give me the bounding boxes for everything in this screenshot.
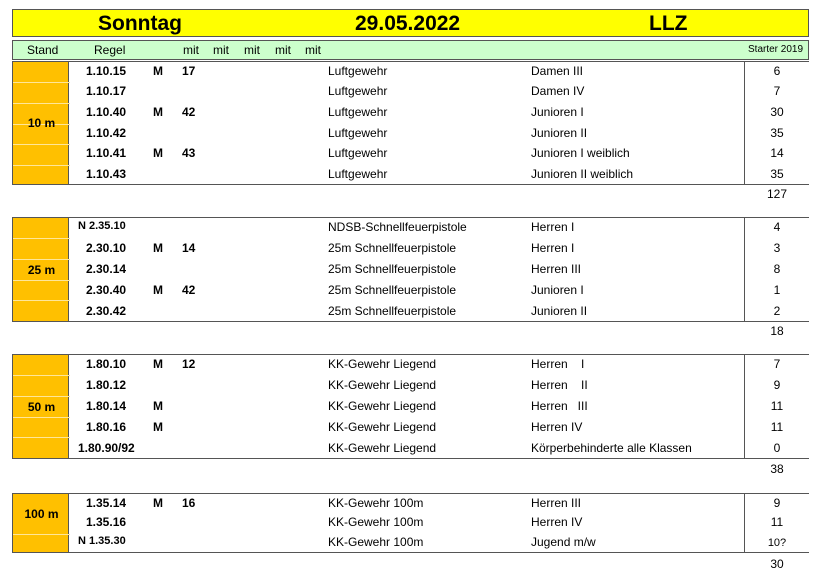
section-50m <box>12 354 809 478</box>
discipline: 25m Schnellfeuerpistole <box>328 304 457 318</box>
klasse: Herren III <box>531 262 582 276</box>
starter-count: 11 <box>770 399 784 413</box>
regel: 1.10.41 <box>86 146 127 160</box>
table-row <box>69 164 809 185</box>
m-flag: M <box>153 146 163 160</box>
discipline: Luftgewehr <box>328 84 388 98</box>
discipline: KK-Gewehr 100m <box>328 535 424 549</box>
column-header <box>12 40 809 60</box>
m-flag: M <box>153 283 163 297</box>
m-flag: M <box>153 105 163 119</box>
klasse: Junioren I <box>531 105 584 119</box>
discipline: KK-Gewehr Liegend <box>328 441 437 455</box>
stand-label: 10 m <box>27 116 56 130</box>
regel: 2.30.40 <box>86 283 127 297</box>
table-row <box>69 396 809 417</box>
starter-count: 4 <box>773 220 781 234</box>
starter-count: 3 <box>773 241 781 255</box>
starter-count: 6 <box>773 64 781 78</box>
stand-cell <box>12 493 69 553</box>
starter-count: 14 <box>770 146 784 160</box>
table-row <box>69 512 809 533</box>
discipline: NDSB-Schnellfeuerpistole <box>328 220 467 234</box>
header-mit-5: mit <box>305 43 321 57</box>
klasse: Jugend m/w <box>531 535 596 549</box>
starter-count: 9 <box>773 496 781 510</box>
regel: 2.30.42 <box>86 304 127 318</box>
klasse: Herren I <box>531 357 585 371</box>
discipline: KK-Gewehr 100m <box>328 496 424 510</box>
regel: 2.30.14 <box>86 262 127 276</box>
discipline: Luftgewehr <box>328 64 388 78</box>
title-date: 29.05.2022 <box>355 12 461 35</box>
regel: 1.35.16 <box>86 515 127 529</box>
header-mit-2: mit <box>213 43 229 57</box>
regel: 1.10.15 <box>86 64 127 78</box>
mit-value: 17 <box>182 64 196 78</box>
discipline: Luftgewehr <box>328 146 388 160</box>
table-row <box>69 61 809 82</box>
section-total: 30 <box>770 557 784 571</box>
table-row <box>69 438 809 459</box>
regel: 1.10.40 <box>86 105 127 119</box>
klasse: Herren III <box>531 496 582 510</box>
discipline: KK-Gewehr Liegend <box>328 420 437 434</box>
regel: 1.80.12 <box>86 378 127 392</box>
title-bar <box>12 9 809 37</box>
starter-count: 35 <box>770 126 784 140</box>
starter-count: 2 <box>773 304 781 318</box>
table-row <box>69 493 809 514</box>
table-row <box>69 354 809 375</box>
table-row <box>69 375 809 396</box>
klasse: Körperbehinderte alle Klassen <box>531 441 692 455</box>
klasse: Herren IV <box>531 420 583 434</box>
klasse: Herren IV <box>531 515 583 529</box>
regel: N 1.35.30 <box>78 535 126 547</box>
regel: 1.10.43 <box>86 167 127 181</box>
klasse: Junioren I <box>531 283 584 297</box>
header-stand: Stand <box>27 43 59 57</box>
discipline: 25m Schnellfeuerpistole <box>328 241 457 255</box>
table-row <box>69 102 809 123</box>
m-flag: M <box>153 241 163 255</box>
section-total: 127 <box>766 187 788 201</box>
m-flag: M <box>153 420 163 434</box>
discipline: KK-Gewehr Liegend <box>328 378 437 392</box>
stand-cell <box>12 217 69 322</box>
section-25m <box>12 217 809 339</box>
table-row <box>69 417 809 438</box>
starter-count: 9 <box>773 378 781 392</box>
mit-value: 42 <box>182 105 196 119</box>
table-row <box>69 301 809 322</box>
mit-value: 14 <box>182 241 196 255</box>
klasse: Herren III <box>531 399 588 413</box>
regel: 1.10.42 <box>86 126 127 140</box>
klasse: Herren II <box>531 378 588 392</box>
discipline: KK-Gewehr Liegend <box>328 357 437 371</box>
mit-value: 12 <box>182 357 196 371</box>
table-row <box>69 217 809 238</box>
mit-value: 16 <box>182 496 196 510</box>
klasse: Junioren II <box>531 126 588 140</box>
starter-count: 7 <box>773 357 781 371</box>
table-row <box>69 238 809 259</box>
section-total: 38 <box>770 462 784 476</box>
klasse: Junioren II weiblich <box>531 167 634 181</box>
discipline: KK-Gewehr Liegend <box>328 399 437 413</box>
klasse: Damen IV <box>531 84 585 98</box>
m-flag: M <box>153 399 163 413</box>
regel: 1.80.14 <box>86 399 127 413</box>
klasse: Junioren I weiblich <box>531 146 630 160</box>
m-flag: M <box>153 64 163 78</box>
starter-count: 30 <box>770 105 784 119</box>
title-day: Sonntag <box>98 12 182 35</box>
starter-count: 0 <box>773 441 781 455</box>
klasse: Damen III <box>531 64 584 78</box>
discipline: Luftgewehr <box>328 167 388 181</box>
header-mit-1: mit <box>183 43 199 57</box>
starter-count: 10? <box>767 537 787 549</box>
header-mit-3: mit <box>244 43 260 57</box>
m-flag: M <box>153 496 163 510</box>
section-total: 18 <box>770 324 784 338</box>
starter-count: 8 <box>773 262 781 276</box>
starter-count: 1 <box>773 283 781 297</box>
table-row <box>69 259 809 280</box>
klasse: Herren I <box>531 220 575 234</box>
klasse: Herren I <box>531 241 575 255</box>
regel: 1.35.14 <box>86 496 127 510</box>
table-row <box>69 123 809 144</box>
stand-label: 100 m <box>24 507 59 521</box>
table-row <box>69 81 809 102</box>
starter-count: 11 <box>770 420 784 434</box>
stand-label: 50 m <box>27 400 56 414</box>
regel: 1.80.16 <box>86 420 127 434</box>
regel: 1.10.17 <box>86 84 127 98</box>
discipline: Luftgewehr <box>328 126 388 140</box>
table-row <box>69 143 809 164</box>
stand-cell <box>12 61 69 185</box>
mit-value: 42 <box>182 283 196 297</box>
starter-count: 7 <box>773 84 781 98</box>
discipline: 25m Schnellfeuerpistole <box>328 262 457 276</box>
regel: 2.30.10 <box>86 241 127 255</box>
klasse: Junioren II <box>531 304 588 318</box>
starter-count: 35 <box>770 167 784 181</box>
stand-cell <box>12 354 69 459</box>
header-mit-4: mit <box>275 43 291 57</box>
header-regel: Regel <box>94 43 126 57</box>
regel: 1.80.10 <box>86 357 127 371</box>
header-starter: Starter 2019 <box>748 44 804 55</box>
discipline: KK-Gewehr 100m <box>328 515 424 529</box>
m-flag: M <box>153 357 163 371</box>
discipline: 25m Schnellfeuerpistole <box>328 283 457 297</box>
table-row <box>69 532 809 553</box>
regel: N 2.35.10 <box>78 220 126 232</box>
mit-value: 43 <box>182 146 196 160</box>
stand-label: 25 m <box>27 263 56 277</box>
section-10m <box>12 61 809 203</box>
discipline: Luftgewehr <box>328 105 388 119</box>
regel: 1.80.90/92 <box>78 441 135 455</box>
title-venue: LLZ <box>649 12 688 35</box>
starter-count: 11 <box>770 515 784 529</box>
table-row <box>69 280 809 301</box>
section-100m <box>12 493 809 583</box>
